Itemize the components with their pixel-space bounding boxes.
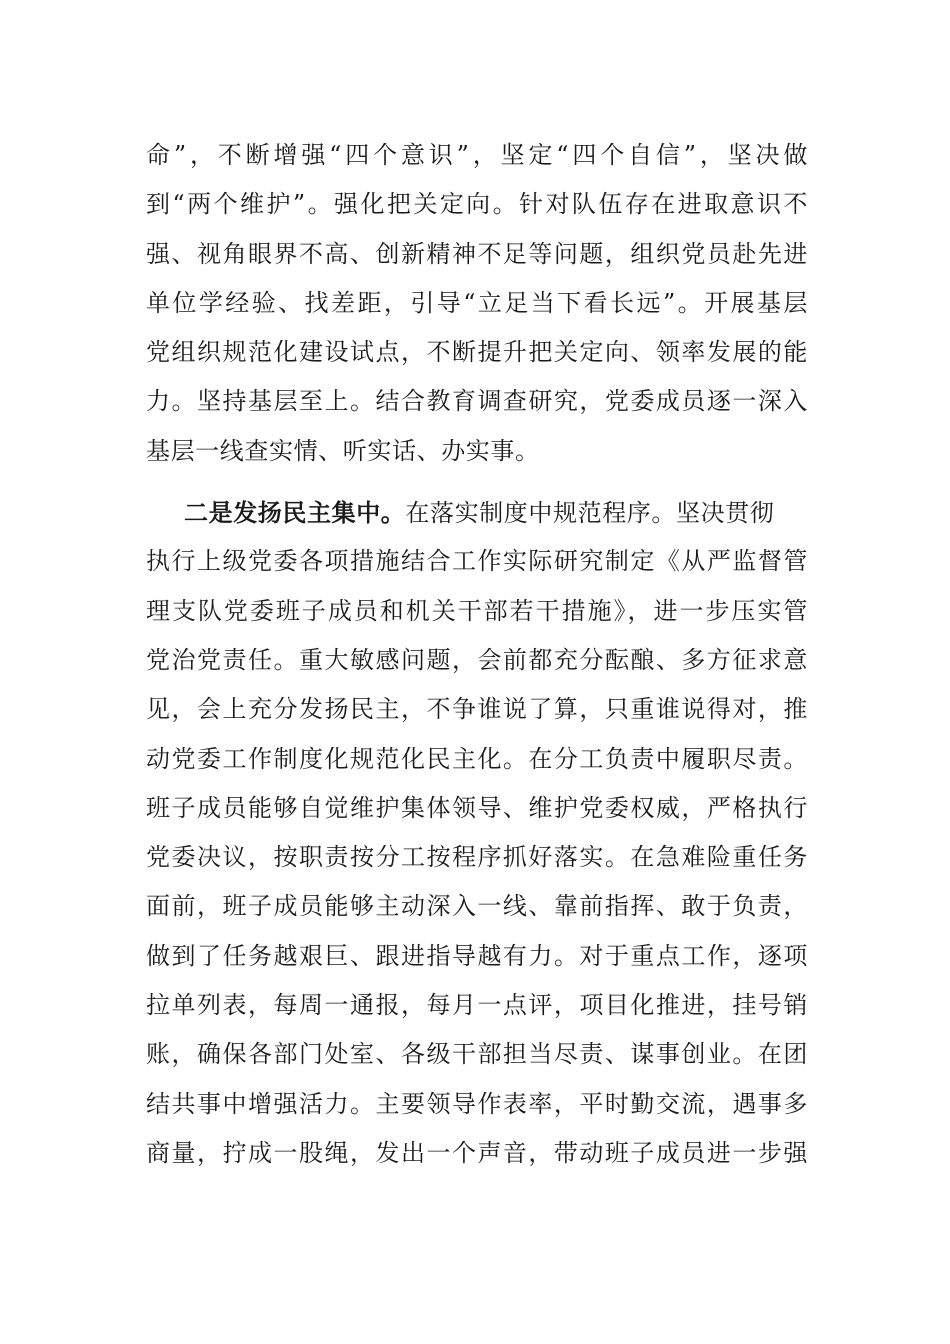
- paragraph-1-line-6: 力。坚持基层至上。结合教育调查研究，党委成员逐一深入: [146, 387, 808, 416]
- paragraph-2-line-12: 账，确保各部门处室、各级干部担当尽责、谋事创业。在团: [146, 1040, 808, 1069]
- paragraph-2-line-2: 执行上级党委各项措施结合工作实际研究制定《从严监督管: [146, 547, 808, 576]
- paragraph-1-line-3: 强、视角眼界不高、创新精神不足等问题，组织党员赴先进: [146, 239, 808, 268]
- paragraph-1: [146, 131, 808, 476]
- paragraph-2-line-13: 结共事中增强活力。主要领导作表率，平时勤交流，遇事多: [146, 1089, 808, 1118]
- paragraph-2-line-4: 党治党责任。重大敏感问题，会前都充分酝酿、多方征求意: [146, 645, 808, 674]
- paragraph-2-line-8: 党委决议，按职责按分工按程序抓好落实。在急难险重任务: [146, 843, 808, 872]
- paragraph-gap: [146, 476, 808, 488]
- paragraph-2-line-9: 面前，班子成员能够主动深入一线、靠前指挥、敢于负责，: [146, 892, 808, 921]
- paragraph-2-line-5: 见，会上充分发扬民主，不争谁说了算，只重谁说得对，推: [146, 695, 808, 724]
- paragraph-2: [146, 488, 808, 1178]
- paragraph-2-line-6: 动党委工作制度化规范化民主化。在分工负责中履职尽责。: [146, 744, 808, 773]
- paragraph-2-line-1: [146, 488, 808, 537]
- paragraph-2-line-14: 商量，拧成一股绳，发出一个声音，带动班子成员进一步强: [146, 1138, 808, 1167]
- paragraph-1-line-1: 命”，不断增强“四个意识”，坚定“四个自信”，坚决做: [146, 141, 808, 169]
- paragraph-1-line-5: 党组织规范化建设试点，不断提升把关定向、领率发展的能: [146, 338, 808, 367]
- paragraph-2-line-11: 拉单列表，每周一通报，每月一点评，项目化推进，挂号销: [146, 991, 808, 1020]
- document-page: [146, 131, 808, 1178]
- paragraph-1-line-2: 到“两个维护”。强化把关定向。针对队伍存在进取意识不: [146, 190, 808, 219]
- paragraph-1-line-7: 基层一线查实情、听实话、办实事。: [146, 436, 540, 465]
- paragraph-1-line-4: 单位学经验、找差距，引导“立足当下看长远”。开展基层: [146, 288, 808, 317]
- paragraph-2-line-1-rest: 在落实制度中规范程序。坚决贯彻: [405, 499, 775, 528]
- paragraph-2-line-7: 班子成员能够自觉维护集体领导、维护党委权威，严格执行: [146, 793, 808, 822]
- paragraph-2-line-10: 做到了任务越艰巨、跟进指导越有力。对于重点工作，逐项: [146, 941, 808, 970]
- paragraph-2-heading: 二是发扬民主集中。: [184, 498, 406, 528]
- paragraph-2-line-3: 理支队党委班子成员和机关干部若干措施》，进一步压实管: [146, 596, 808, 625]
